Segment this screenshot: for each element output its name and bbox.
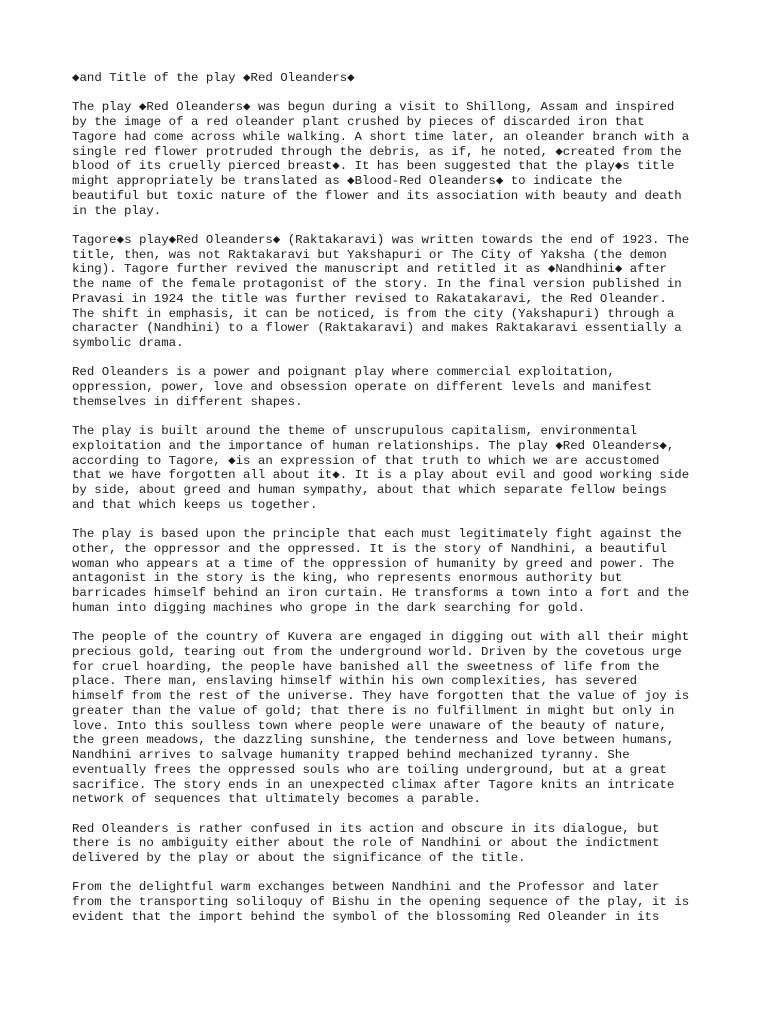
document-page: [72, 71, 712, 939]
paragraph-themes: The play is built around the theme of unscrupulous capitalism, environmental exploitation and the importance of human relationships. The play ◆Red Oleanders◆, according to Tagore, ◆is an expression of that truth to which we are accustomed that we have forgotten all about it◆. It is a play about evil and good working side by side, about greed and human sympathy, about that which separate fellow beings and that which keeps us together.: [72, 424, 690, 512]
paragraph-symbolism: From the delightful warm exchanges between Nandhini and the Professor and later from the transporting soliloquy of Bishu in the opening sequence of the play, it is evident that the import behind the symbol of the blossoming Red Oleander in its: [72, 880, 690, 924]
paragraph-critique: Red Oleanders is rather confused in its action and obscure in its dialogue, but there is no ambiguity either about the role of Nandhini or about the indictment delivered by the play or about the significance of the title.: [72, 821, 660, 865]
paragraph-kuvera: The people of the country of Kuvera are engaged in digging out with all their might precious gold, tearing out from the underground world. Driven by the covetous urge for cruel hoarding, the people have banished all the sweetness of life from the place. There man, enslaving himself within his own complexities, has severed himself from the rest of the universe. They have forgotten that the value of joy is greater than the value of gold; that there is no fulfillment in might but only in love. Into this soulless town where people were unaware of the beauty of nature, the green meadows, the dazzling sunshine, the tenderness and love between humans, Nandhini arrives to salvage humanity trapped behind mechanized tyranny. She eventually frees the oppressed souls who are toiling underground, but at a great sacrifice. The story ends in an unexpected climax after Tagore knits an intricate network of sequences that ultimately becomes a parable.: [72, 630, 690, 807]
paragraph-origin-of-title: The play ◆Red Oleanders◆ was begun during a visit to Shillong, Assam and inspired by the image of a red oleander plant crushed by pieces of discarded iron that Tagore had come across while walking. A short time later, an oleander branch with a single red flower protruded through the debris, as if, he noted, ◆created from the blood of its cruelly pierced breast◆. It has been suggested that the play◆s title might appropriately be translated as ◆Blood-Red Oleanders◆ to indicate the beautiful but toxic nature of the flower and its association with beauty and death in the play.: [72, 100, 690, 218]
paragraph-title-history: Tagore◆s play◆Red Oleanders◆ (Raktakaravi) was written towards the end of 1923. The title, then, was not Raktakaravi but Yakshapuri or The City of Yaksha (the demon king). Tagore further revived the manuscript and retitled it as ◆Nandhini◆ after the name of the female protagonist of the story. In the final version published in Pravasi in 1924 the title was further revised to Rakatakaravi, the Red Oleander. The shift in emphasis, it can be noticed, is from the city (Yakshapuri) through a character (Nandhini) to a flower (Raktakaravi) and makes Raktakaravi essentially a symbolic drama.: [72, 232, 690, 350]
paragraph-play-summary: Red Oleanders is a power and poignant play where commercial exploitation, oppression, power, love and obsession operate on different levels and manifest themselves in different shapes.: [72, 365, 652, 409]
paragraph-principle: The play is based upon the principle that each must legitimately fight against the other, the oppressor and the oppressed. It is the story of Nandhini, a beautiful woman who appears at a time of the oppression of humanity by greed and power. The antagonist in the story is the king, who represents enormous authority but barricades himself behind an iron curtain. He transforms a town into a fort and the human into digging machines who grope in the dark searching for gold.: [72, 527, 690, 615]
section-heading: ◆and Title of the play ◆Red Oleanders◆: [72, 71, 355, 85]
